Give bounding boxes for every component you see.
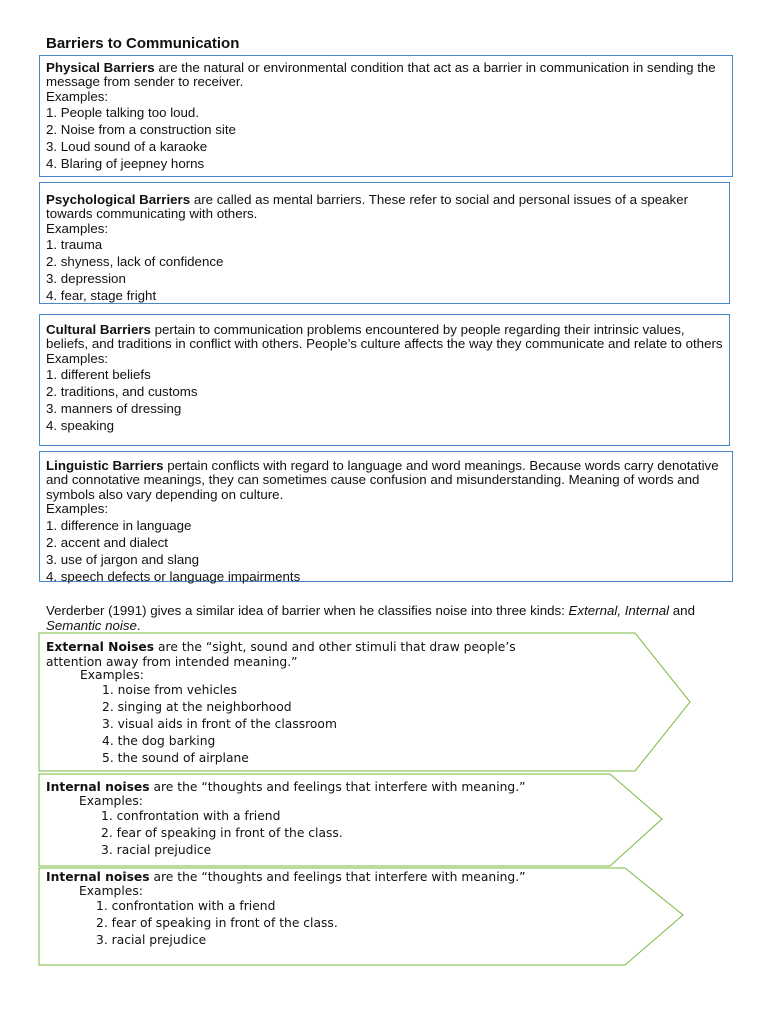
external-noises-section xyxy=(46,640,521,767)
list-item: 1. trauma xyxy=(46,237,103,253)
term: Cultural Barriers xyxy=(46,322,151,337)
intro-keyword: External, Internal xyxy=(568,603,670,618)
list-item: 2. singing at the neighborhood xyxy=(102,700,292,714)
list-item: 1. noise from vehicles xyxy=(102,683,237,697)
list-item: 2. Noise from a construction site xyxy=(46,122,236,138)
term: Internal noises xyxy=(46,780,150,794)
list-item: 3. depression xyxy=(46,271,126,287)
list-item: 4. speech defects or language impairments xyxy=(46,568,301,584)
term: Linguistic Barriers xyxy=(46,458,164,473)
list-item: 3. Loud sound of a karaoke xyxy=(46,139,208,155)
examples-label: Examples: xyxy=(46,501,109,517)
term: Internal noises xyxy=(46,870,150,884)
intro-end: . xyxy=(136,618,141,633)
list-item: 1. difference in language xyxy=(46,517,192,533)
list-item: 3. visual aids in front of the classroom xyxy=(102,717,337,731)
description: are the natural or environmental condition that act as a barrier in communication in sending the message from sender to receiver. xyxy=(46,60,716,90)
examples-label: Examples: xyxy=(46,88,109,104)
list-item: 2. fear of speaking in front of the class. xyxy=(101,825,343,840)
list-item: 4. the dog barking xyxy=(102,734,216,748)
list-item: 4. speaking xyxy=(46,418,115,434)
intro-connector: and xyxy=(669,603,695,618)
description: are the “thoughts and feelings that interfere with meaning.” xyxy=(149,780,526,794)
list-item: 1. confrontation with a friend xyxy=(96,898,276,913)
description: are the “thoughts and feelings that interfere with meaning.” xyxy=(149,870,526,884)
internal-noises-section xyxy=(46,780,646,859)
list-item: 1. confrontation with a friend xyxy=(101,808,281,823)
term: External Noises xyxy=(46,640,155,654)
list-item: 3. racial prejudice xyxy=(101,842,212,857)
internal-noises-section-2 xyxy=(46,870,646,949)
description: pertain to communication problems encountered by people regarding their intrinsic values, beliefs, and traditions in conflict with others. People’s culture affects the way they communicate and relate to others xyxy=(46,322,723,352)
intro-text: Verderber (1991) gives a similar idea of barrier when he classifies noise into three kinds: xyxy=(46,603,569,618)
external-noises-definition xyxy=(46,640,521,669)
examples-label: Examples: xyxy=(46,220,109,236)
examples-label: Examples: xyxy=(79,793,143,808)
list-item: 2. shyness, lack of confidence xyxy=(46,254,224,270)
list-item: 4. fear, stage fright xyxy=(46,288,157,304)
list-item: 3. manners of dressing xyxy=(46,401,182,417)
intro-keyword: Semantic noise xyxy=(46,618,137,633)
term: Psychological Barriers xyxy=(46,192,191,207)
list-item: 3. use of jargon and slang xyxy=(46,551,200,567)
examples-label: Examples: xyxy=(80,668,144,682)
examples-label: Examples: xyxy=(79,883,143,898)
description: are called as mental barriers. These refer to social and personal issues of a speaker towards communicating with others. xyxy=(46,192,689,222)
list-item: 4. Blaring of jeepney horns xyxy=(46,156,205,172)
list-item: 1. People talking too loud. xyxy=(46,105,200,121)
examples-label: Examples: xyxy=(46,350,109,366)
page-title: Barriers to Communication xyxy=(46,35,240,52)
internal-noises-definition xyxy=(46,780,646,795)
description: pertain conflicts with regard to language and word meanings. Because words carry denotative and connotative meanings, they can sometimes cause confusion and misunderstanding. Meaning of words and symbols also vary depending on culture. xyxy=(46,458,719,502)
list-item: 1. different beliefs xyxy=(46,367,151,383)
list-item: 3. racial prejudice xyxy=(96,932,207,947)
list-item: 2. fear of speaking in front of the class. xyxy=(96,915,338,930)
list-item: 5. the sound of airplane xyxy=(102,751,249,765)
description: are the “sight, sound and other stimuli that draw people’s attention away from intended meaning.” xyxy=(46,640,516,669)
list-item: 2. traditions, and customs xyxy=(46,384,198,400)
internal-noises-definition xyxy=(46,870,646,885)
term: Physical Barriers xyxy=(46,60,155,75)
list-item: 2. accent and dialect xyxy=(46,534,168,550)
